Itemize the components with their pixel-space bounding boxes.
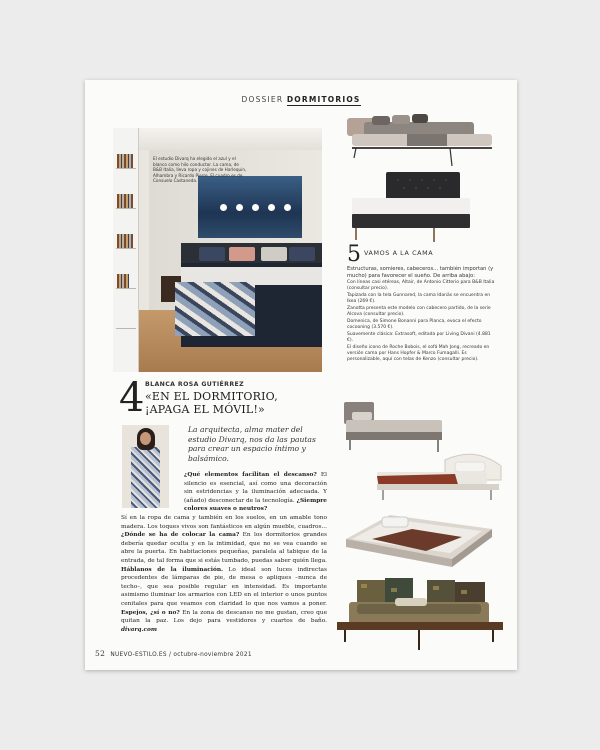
- question-4: Háblanos de la iluminación.: [121, 566, 224, 573]
- question-3: ¿Dónde se ha de colocar la cama?: [121, 532, 240, 539]
- header-section: DORMITORIOS: [286, 95, 361, 104]
- section-header: [85, 95, 517, 104]
- headline-line-1: «EN EL DORMITORIO,: [145, 390, 278, 403]
- question-1: ¿Qué elementos facilitan el descanso?: [184, 472, 317, 478]
- question-5: Espejos, ¿sí o no?: [121, 609, 180, 616]
- article-body: [121, 471, 327, 634]
- product-caption: El diseño icono de Roche Bobois, el sofá Mah Jong, recreado en versión cama por Hans Hopfer & Marco Fumagalli. Es personalizable, aquí con telas de Kenzo (consultar precio).: [347, 345, 490, 363]
- bed-altair-image: [342, 110, 495, 170]
- article-byline: BLANCA ROSA GUTIÉRREZ: [145, 381, 245, 388]
- product-caption: Suavemente clásica: Extrasoft, editada por Living Divani (4.881 €).: [347, 332, 491, 344]
- headline-line-2: ¡APAGA EL MÓVIL!»: [145, 402, 265, 416]
- bed-idanas-image: [350, 172, 480, 244]
- section-5-intro: Estructuras, somieres, cabeceros... también importan (y mucho) para favorecer el sueño. De arriba abajo:: [347, 266, 494, 279]
- section-5-number: 5: [347, 242, 361, 267]
- magazine-page: [85, 80, 517, 670]
- article-number: 4: [119, 375, 145, 421]
- bed-mah-jong-image: [335, 578, 505, 656]
- product-caption: Tapizada con la tela Gunnared, la cama Idanäs se encuentra en Ikea (269 €).: [347, 293, 491, 305]
- product-caption: Domenica, de Simone Bonanni para Planca, evoca el efecto cocooning (3.570 €).: [347, 319, 482, 331]
- answer-3: En los dormitorios grandes debería quedar oculta y en la intimidad, que no se vea cuando se abre la puerta. En habitaciones pequeñas, paralela al tabique de la entrada, de tal forma que si estás tumbado, puedas saber quién llega.: [121, 532, 327, 564]
- product-caption: Con líneas casi etéreas, Altair, de Antonio Citterio para B&B Italia (consultar precio).: [347, 280, 495, 292]
- article-signature: divarq.com: [121, 626, 158, 633]
- bed-extrasoft-image: [342, 505, 497, 575]
- article-lede: La arquitecta, alma mater del estudio Divarq, nos da las pautas para crear un espacio íntimo y balsámico.: [188, 425, 316, 463]
- bed-in-photo: [181, 255, 322, 347]
- question-2: ¿Siempre colores suaves o neutros?: [184, 497, 327, 513]
- answer-4: Lo ideal son luces indirectas procedentes de lámparas de pie, de mesa o apliques –nunca de techo–, que sea posible regular en intensidad. Es importante asimismo iluminar los armarios con LED en el interior o unos puntos cenitales para que veamos con claridad lo que nos vamos a poner.: [121, 566, 327, 607]
- section-5: [347, 242, 497, 363]
- answer-5: En la zona de descanso no me gustan, creo que quitan la paz. Los dejo para vestidores y cuartos de baño.: [121, 609, 327, 625]
- header-prefix: DOSSIER: [241, 95, 284, 104]
- bookshelf: [113, 128, 139, 372]
- bed-alcova-image: [342, 400, 452, 455]
- product-caption: Zanotta presenta este modelo con cabecero partido, de la serie Alcova (consultar precio).: [347, 306, 491, 318]
- page-number: 52: [95, 649, 106, 658]
- photo-caption: El estudio Divarq ha elegido el azul y el blanco como hilo conductor. La cama, de B&B Italia, lleva ropa y cojines de Harlequin, Alhambra y Ricardo Pierre. El cuadro es de Consuelo Castaneda.: [153, 156, 247, 184]
- bedroom-photo: [113, 128, 322, 372]
- answer-2: Sí en la ropa de cama y también en los suelos, en un amable tono madera. Los toques vivos son fantásticos en algún mueble, cuadros...: [121, 514, 327, 530]
- wall-painting: [198, 176, 302, 238]
- article-headline: [145, 391, 325, 416]
- section-5-title: VAMOS A LA CAMA: [364, 249, 434, 257]
- issue-date: / octubre-noviembre 2021: [169, 652, 252, 658]
- magazine-name: NUEVO-ESTILO.ES: [110, 652, 167, 658]
- page-footer: [95, 649, 252, 658]
- bed-domenica-image: [375, 450, 505, 505]
- answer-1: El silencio es esencial, así como una decoración sin estridencias y la iluminación adecuada. Y (añado) desconectar de la tecnología.: [184, 472, 327, 504]
